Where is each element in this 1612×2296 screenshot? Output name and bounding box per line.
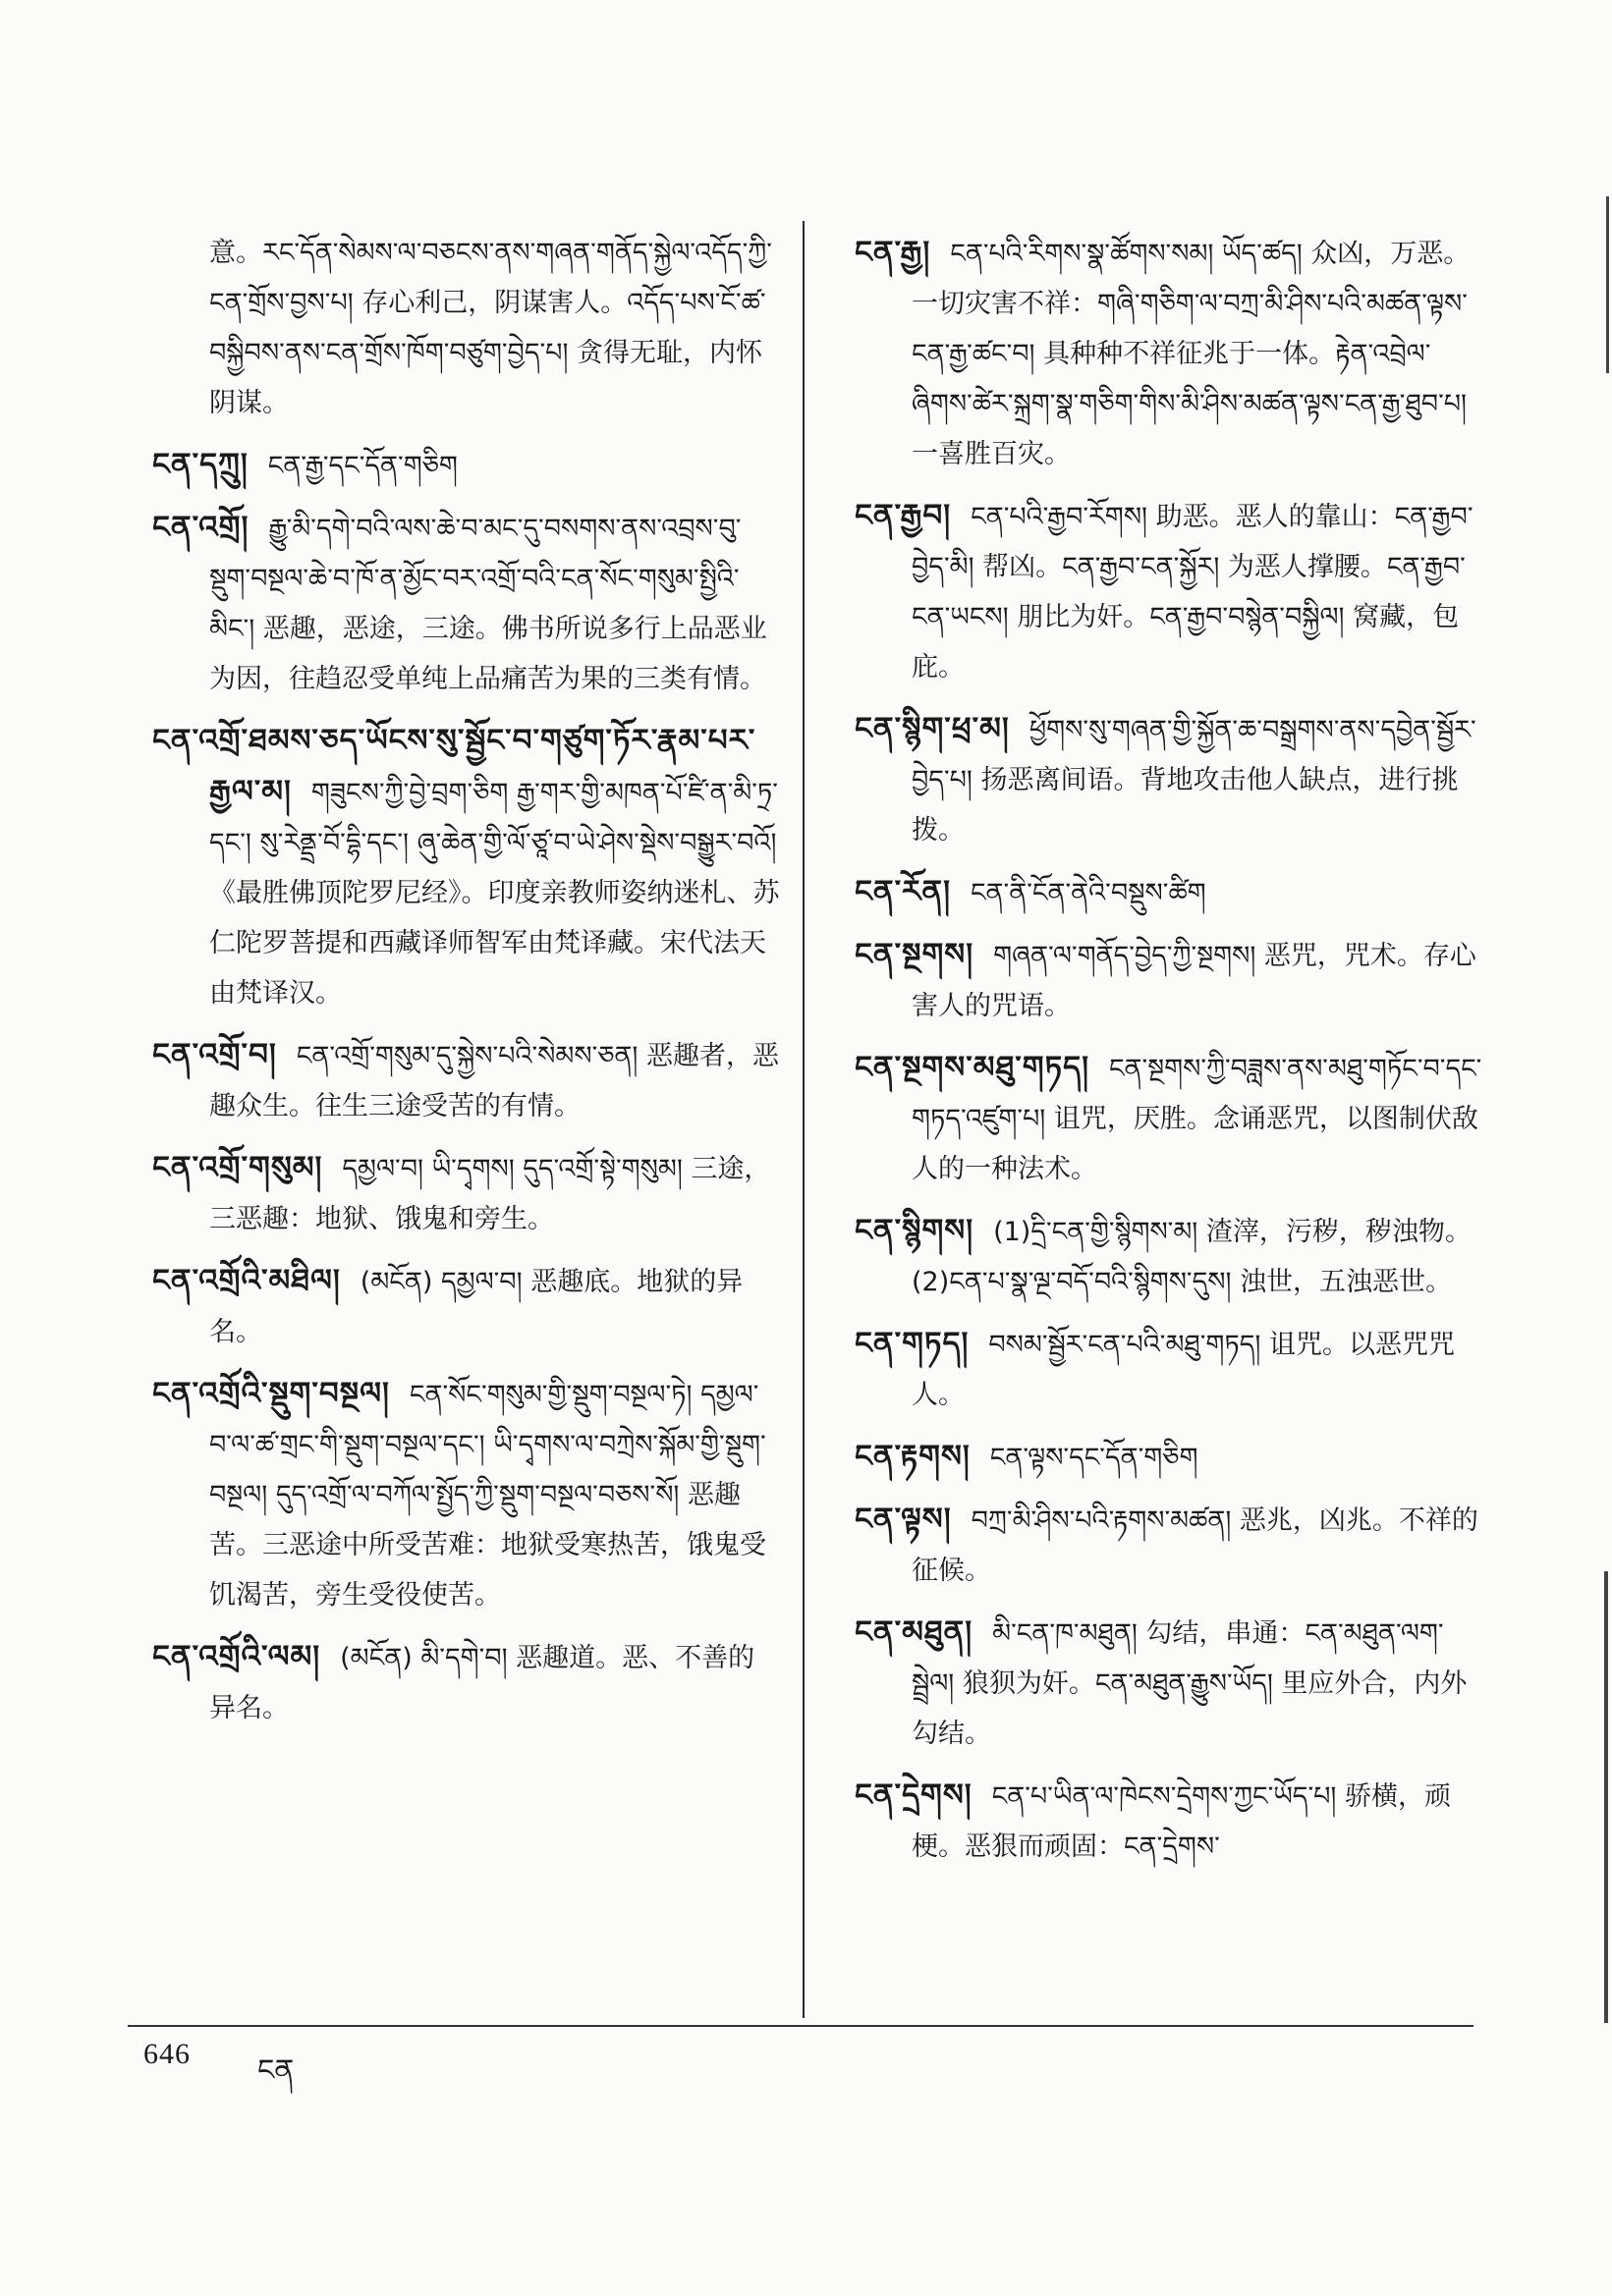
entry-definition: ཕྱོགས་སུ་གཞན་གྱི་སྐྱོན་ཆ་བསྒྲགས་ནས་དབྱེན་སྦྱོར་བྱེད་པ། 扬恶离间语。背地攻击他人缺点，进行挑拨。 [912,715,1476,846]
entry-headword: ངན་རྟགས། [855,1439,971,1474]
entry-definition: (མངོན) མི་དགེ་བ། 恶趣道。恶、不善的异名。 [209,1643,755,1723]
entry-headword: ངན་རོན། [855,874,951,909]
entry-definition: ངན་པའི་རྒྱབ་རོགས། 助恶。恶人的靠山：ངན་རྒྱབ་བྱེད་མི། 帮凶。ངན་རྒྱབ་ངན་སྐྱོར། 为恶人撑腰。ངན་རྒྱབ་ངན་ཡངས། 朋比为奸。ངན་རྒྱབ་བསྙེན་བསྐྱིལ། 窝藏，包庇。 [912,502,1473,683]
dictionary-entry [855,1043,1483,1194]
entry-definition: ངན་རྒྱ་དང་དོན་གཅིག [267,451,458,481]
dictionary-entry [152,1030,781,1131]
dictionary-entry [152,1632,781,1733]
entry-headword: ངན་སྙིག་ཕྲ་མ། [855,711,1010,746]
entry-headword: ངན་འགྲོའི་ལམ། [152,1639,321,1674]
entry-headword: ངན་རྒྱབ། [855,498,952,533]
entry-headword: ངན་འགྲོའི་མཐིལ། [152,1263,341,1298]
entry-definition: ངན་ལྟས་དང་དོན་གཅིག [989,1443,1198,1473]
dictionary-entry [152,1256,781,1357]
entry-headword: ངན་འགྲོའི་སྡུག་བསྔལ། [152,1376,390,1411]
entry-headword: ངན་འགྲོ། [152,510,250,545]
dictionary-entry [855,1495,1483,1596]
entry-definition: དམྱལ་བ། ཡི་དྭགས། དུད་འགྲོ་སྟེ་གསུམ། 三途，三恶趣：地狱、饿鬼和旁生。 [209,1154,771,1234]
page-number: 646 [143,2038,191,2070]
entry-headword: ངན་རྒྱ། [855,235,931,270]
entry-headword: ངན་དྲེགས། [855,1777,973,1813]
right-column [855,228,1483,1884]
entry-definition: ངན་པའི་རིགས་སྣ་ཚོགས་སམ། ཡོད་ཚད། 众凶，万恶。一切灾害不祥：གཞི་གཅིག་ལ་བཀྲ་མི་ཤིས་པའི་མཚན་ལྟས་ངན་རྒྱ་ཚང་བ། 具种种不祥征兆于一体。རྟེན་འབྲེལ་ཞིགས་ཚེར་སྐྲག་སྣ་གཅིག་གིས་མི་ཤིས་མཚན་ལྟས་ངན་རྒྱ་ཐུབ་པ། 一喜胜百灾。 [912,239,1471,469]
dictionary-entry [855,867,1483,918]
entry-definition: ངན་སོང་གསུམ་གྱི་སྡུག་བསྔལ་ཏེ། དམྱལ་བ་ལ་ཚ་གྲང་གི་སྡུག་བསྔལ་དང་། ཡི་དྭགས་ལ་བཀྲེས་སྐོམ་གྱི་སྡུག་བསྔལ། དུད་འགྲོ་ལ་བཀོལ་སྤྱོད་ཀྱི་སྡུག་བསྔལ་བཅས་སོ། 恶趣苦。三恶途中所受苦难：地狱受寒热苦，饿鬼受饥渴苦，旁生受役使苦。 [209,1380,766,1611]
dictionary-entry [152,503,781,704]
entry-definition: ངན་ནི་ངོན་ནེའི་བསྡུས་ཚིག [970,878,1206,908]
entry-definition: ངན་འགྲོ་གསུམ་དུ་སྐྱེས་པའི་སེམས་ཅན། 恶趣者，恶趣众生。往生三途受苦的有情。 [209,1041,779,1121]
entry-headword: ངན་འགྲོ་ཐམས་ཅད་ཡོངས་སུ་སྦྱོང་བ་གཙུག་ཏོར་རྣམ་པར་རྒྱལ་མ། [152,723,756,809]
entry-headword: ངན་སྔགས་མཐུ་གཏད། [855,1050,1089,1085]
dictionary-entry [152,1369,781,1620]
entry-definition: (1)དྲི་ངན་གྱི་སྙིགས་མ། 渣滓，污秽，秽浊物。(2)ངན་པ་སྣ་ལྔ་བདོ་བའི་སྙིགས་དུས། 浊世，五浊恶世。 [912,1217,1472,1297]
entry-headword: ངན་སྙིགས། [855,1213,974,1248]
dictionary-entry [152,228,781,428]
dictionary-entry [855,930,1483,1031]
dictionary-entry [855,491,1483,692]
entry-definition: བསམ་སྦྱོར་ངན་པའི་མཐུ་གཏད། 诅咒。以恶咒咒人。 [912,1330,1455,1410]
entry-definition: (མངོན) དམྱལ་བ། 恶趣底。地狱的异名。 [209,1267,744,1347]
entry-definition: གཞན་ལ་གནོད་བྱེད་ཀྱི་སྔགས། 恶咒，咒术。存心害人的咒语。 [912,941,1476,1021]
entry-headword: ངན་ལྟས། [855,1502,952,1537]
dictionary-entry [152,716,781,1018]
entry-headword: ངན་གཏད། [855,1326,970,1361]
dictionary-entry [855,704,1483,855]
running-head: ངན [257,2053,295,2088]
entry-headword: ངན་དཀྲུ། [152,447,249,482]
scan-edge-mark [1606,196,1609,373]
entry-definition: གཟུངས་ཀྱི་བྱེ་བྲག་ཅིག རྒྱ་གར་གྱི་མཁན་པོ་ཛི་ན་མི་ཏྲ་དང་། སུ་རེནྡྲ་བོ་དྷི་དང་། ཞུ་ཆེན་གྱི་ལོ་ཙཱ་བ་ཡེ་ཤེས་སྡེས་བསྒྱུར་བའོ། 《最胜佛顶陀罗尼经》。印度亲教师姿纳迷札、苏仁陀罗菩提和西藏译师智军由梵译藏。宋代法天由梵译汉。 [209,778,780,1009]
column-divider [803,221,805,2018]
entry-headword: ངན་འགྲོ་གསུམ། [152,1150,323,1185]
entry-definition: བཀྲ་མི་ཤིས་པའི་རྟགས་མཚན། 恶兆，凶兆。不祥的征候。 [912,1505,1478,1586]
entry-definition: རྒྱུ་མི་དགེ་བའི་ལས་ཆེ་བ་མང་དུ་བསགས་ནས་འབྲས་བུ་སྡུག་བསྔལ་ཆེ་བ་ཁོ་ན་མྱོང་བར་འགྲོ་བའི་ངན་སོང་གསུམ་སྤྱིའི་མིང་། 恶趣，恶途，三途。佛书所说多行上品恶业为因，往趋忍受单纯上品痛苦为果的三类有情。 [209,514,767,694]
dictionary-entry [855,228,1483,479]
dictionary-entry [855,1608,1483,1759]
dictionary-entry [152,1143,781,1244]
entry-headword: ངན་མཐུན། [855,1614,973,1650]
left-column [152,228,781,1745]
dictionary-entry [152,440,781,491]
dictionary-entry [855,1206,1483,1307]
entry-definition: ངན་པ་ཡིན་ལ་ཁེངས་དྲེགས་ཀྱང་ཡོད་པ། 骄横，顽梗。恶狠而顽固：ངན་དྲེགས་ [912,1781,1451,1862]
entry-headword: ངན་སྔགས། [855,937,974,972]
dictionary-entry [855,1319,1483,1420]
scan-edge-mark [1604,1571,1608,2023]
entry-definition: མི་ངན་ཁ་མཐུན། 勾结，串通：ངན་མཐུན་ལག་སྦྲེལ། 狼狈为奸。ངན་མཐུན་རྒྱུས་ཡོད། 里应外合，内外勾结。 [912,1618,1468,1749]
entry-headword: ངན་འགྲོ་བ། [152,1037,277,1072]
dictionary-entry [855,1432,1483,1483]
footer-rule [128,2025,1473,2027]
dictionary-entry [855,1771,1483,1872]
entry-definition: ངན་སྔགས་ཀྱི་བཟླས་ནས་མཐུ་གཏོང་བ་དང་གཏད་འཛུག་པ། 诅咒，厌胜。念诵恶咒，以图制伏敌人的一种法术。 [912,1054,1482,1184]
entry-definition: 意。རང་དོན་སེམས་ལ་བཅངས་ནས་གཞན་གནོད་སྐྱེལ་འདོད་ཀྱི་ངན་གྲོས་བྱས་པ། 存心利己，阴谋害人。འདོད་པས་ངོ་ཚ་བསྐྱིབས་ནས་ངན་གྲོས་ཁོག་བཙུག་བྱེད་པ། 贪得无耻，内怀阴谋。 [209,238,772,418]
